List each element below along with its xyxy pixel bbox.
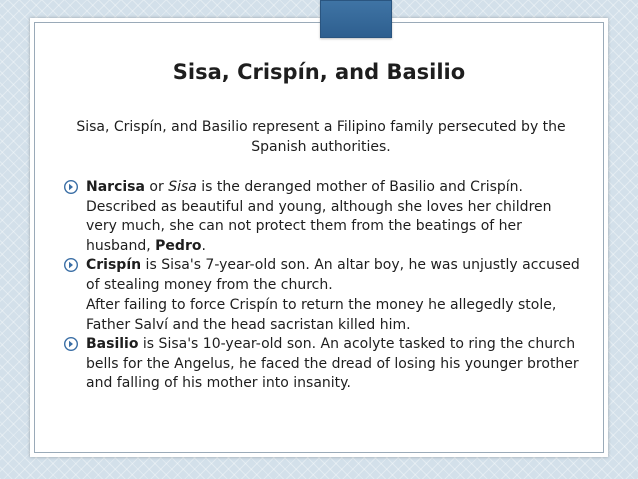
- bullet-name: Crispín: [86, 257, 142, 273]
- bullet-crispin-continuation: After failing to force Crispín to return the money he allegedly stole, Father Salví and the head sacristan killed him.: [86, 297, 557, 333]
- circle-arrow-right-icon: [64, 337, 78, 351]
- bullet-alt-name: Sisa: [168, 179, 197, 195]
- bullet-end: .: [201, 237, 206, 254]
- bullet-text: is Sisa's 10-year-old son. An acolyte tasked to ring the church bells for the Angelus, he faced the dread of losing his younger brother and falling of his mother into insanity.: [86, 336, 579, 391]
- bullet-list: [64, 178, 584, 394]
- bullet-name: Basilio: [86, 336, 139, 352]
- circle-arrow-right-icon: [64, 258, 78, 272]
- bullet-name: Narcisa: [86, 179, 145, 195]
- circle-arrow-right-icon: [64, 180, 78, 194]
- slide-title: Sisa, Crispín, and Basilio: [172, 60, 466, 84]
- bullet-bold-end: Pedro: [155, 237, 202, 254]
- bullet-text: is Sisa's 7-year-old son. An altar boy, he was unjustly accused of stealing money from the church.: [86, 257, 580, 293]
- bullet-basilio: [64, 335, 584, 394]
- accent-tab: [320, 0, 392, 38]
- intro-paragraph: Sisa, Crispín, and Basilio represent a Filipino family persecuted by the Spanish authorities.: [76, 119, 566, 155]
- bullet-crispin: [64, 256, 584, 295]
- bullet-text: is the deranged mother of Basilio and Crispín. Described as beautiful and young, although she loves her children very much, she can not protect them from the beatings of her husband,: [86, 179, 552, 254]
- bullet-narcisa: [64, 178, 584, 256]
- bullet-connector: or: [144, 179, 169, 195]
